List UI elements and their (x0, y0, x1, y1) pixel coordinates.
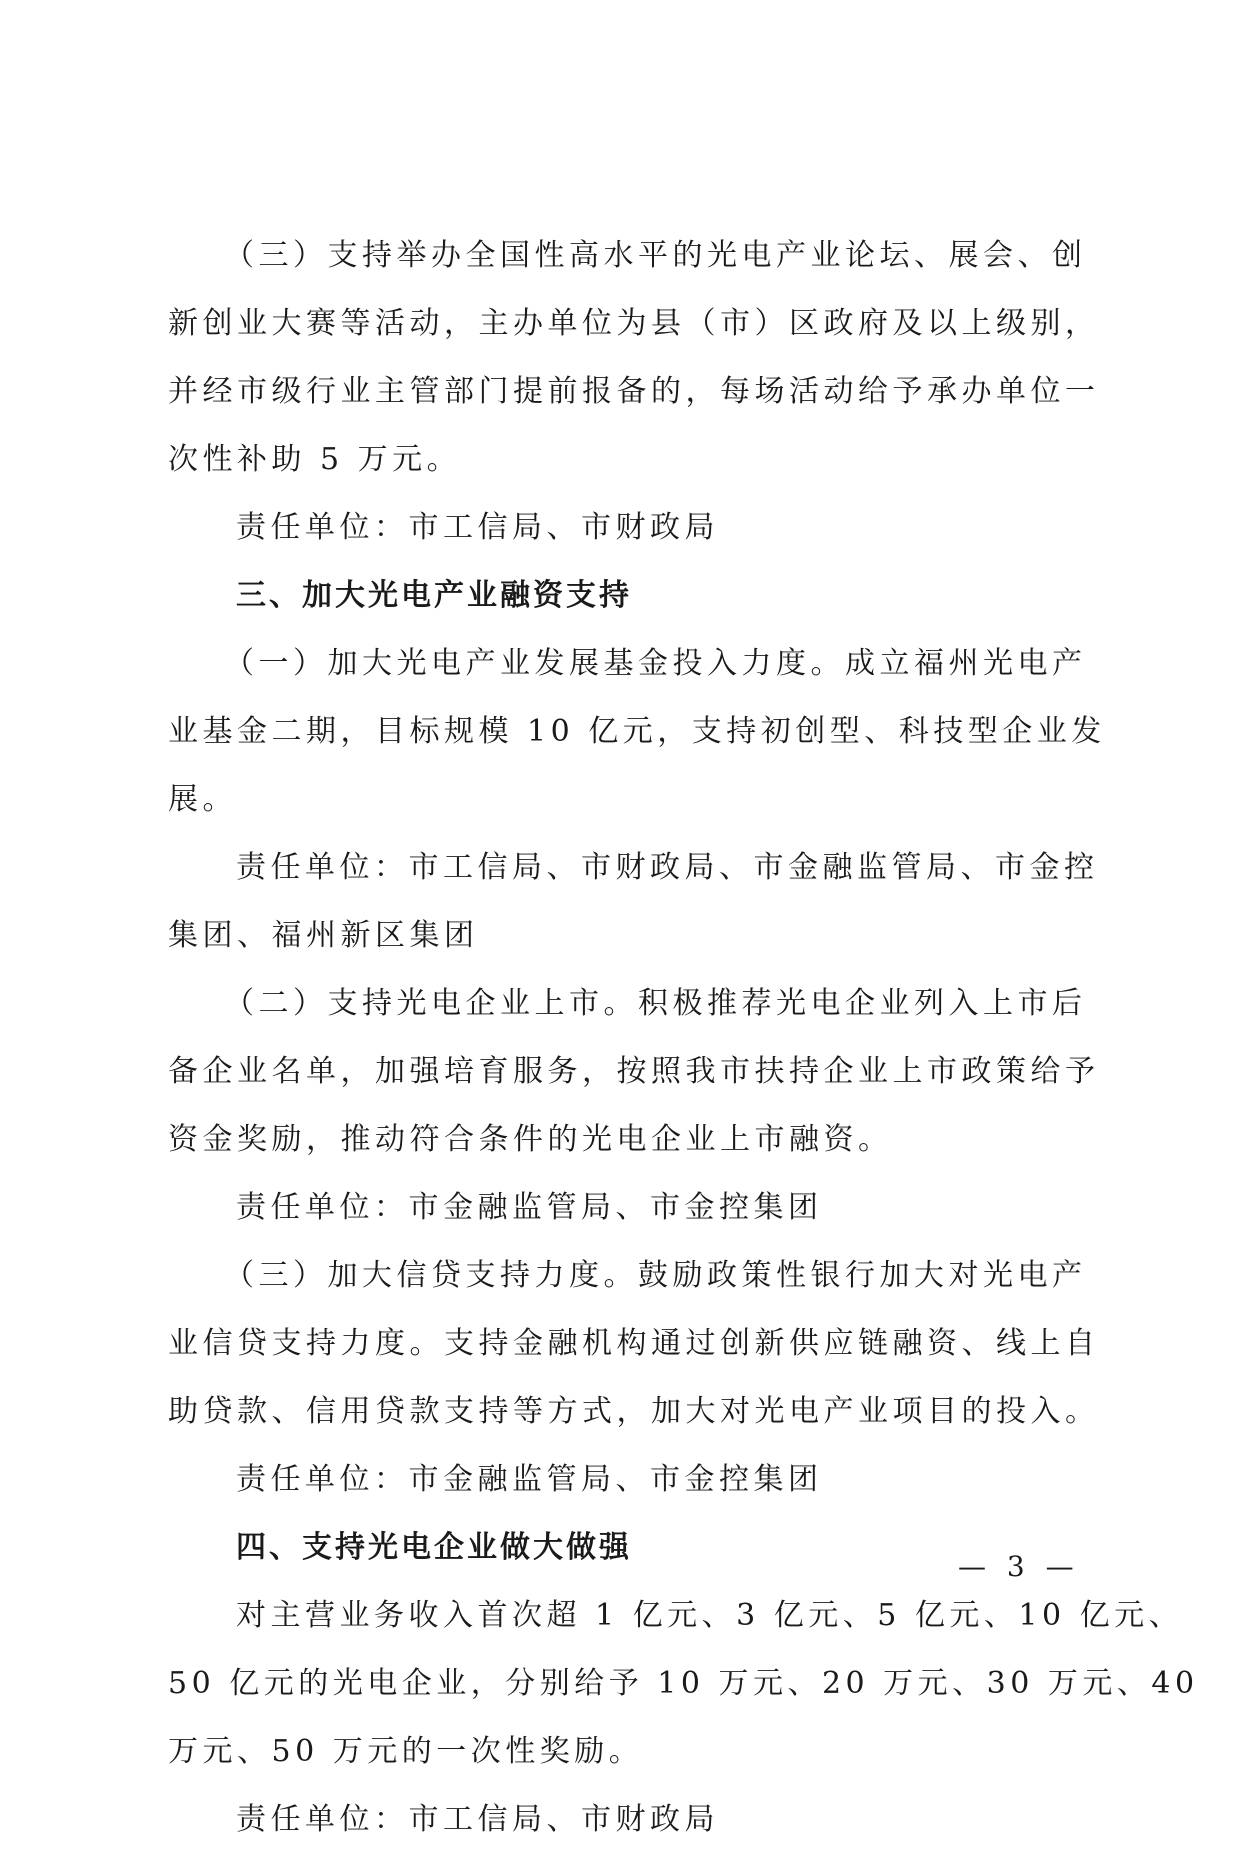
responsible-unit-line: 责任单位：市工信局、市财政局 (236, 1802, 719, 1837)
paragraph-line: 备企业名单，加强培育服务，按照我市扶持企业上市政策给予 (168, 1054, 1100, 1089)
page-number: — 3 — (958, 1550, 1080, 1583)
responsible-unit-line: 责任单位：市工信局、市财政局、市金融监管局、市金控 (236, 850, 1099, 885)
paragraph-line: （一）加大光电产业发展基金投入力度。成立福州光电产 (224, 646, 1087, 681)
paragraph-line: （三）支持举办全国性高水平的光电产业论坛、展会、创 (224, 238, 1087, 273)
paragraph-line: 资金奖励，推动符合条件的光电企业上市融资。 (168, 1122, 893, 1157)
section-heading: 四、支持光电企业做大做强 (236, 1530, 632, 1565)
responsible-unit-line: 责任单位：市金融监管局、市金控集团 (236, 1462, 823, 1497)
section-heading: 三、加大光电产业融资支持 (236, 578, 632, 613)
paragraph-line: 展。 (168, 782, 237, 817)
paragraph-line: 业信贷支持力度。支持金融机构通过创新供应链融资、线上自 (168, 1326, 1100, 1361)
responsible-unit-line: 责任单位：市金融监管局、市金控集团 (236, 1190, 823, 1225)
paragraph-line: （三）加大信贷支持力度。鼓励政策性银行加大对光电产 (224, 1258, 1087, 1293)
paragraph-line: （二）支持光电企业上市。积极推荐光电企业列入上市后 (224, 986, 1087, 1021)
paragraph-line: 业基金二期，目标规模 10 亿元，支持初创型、科技型企业发 (168, 714, 1106, 749)
responsible-unit-line: 集团、福州新区集团 (168, 918, 479, 953)
paragraph-line: 并经市级行业主管部门提前报备的，每场活动给予承办单位一 (168, 374, 1100, 409)
paragraph-line: 新创业大赛等活动，主办单位为县（市）区政府及以上级别， (168, 306, 1100, 341)
responsible-unit-line: 责任单位：市工信局、市财政局 (236, 510, 719, 545)
document-body (168, 222, 1199, 1854)
paragraph-line: 助贷款、信用贷款支持等方式，加大对光电产业项目的投入。 (168, 1394, 1100, 1429)
paragraph-line: 次性补助 5 万元。 (168, 442, 462, 477)
paragraph-line: 万元、50 万元的一次性奖励。 (168, 1734, 644, 1769)
paragraph-line: 50 亿元的光电企业，分别给予 10 万元、20 万元、30 万元、40 (168, 1666, 1199, 1701)
paragraph-line: 对主营业务收入首次超 1 亿元、3 亿元、5 亿元、10 亿元、 (236, 1598, 1184, 1633)
